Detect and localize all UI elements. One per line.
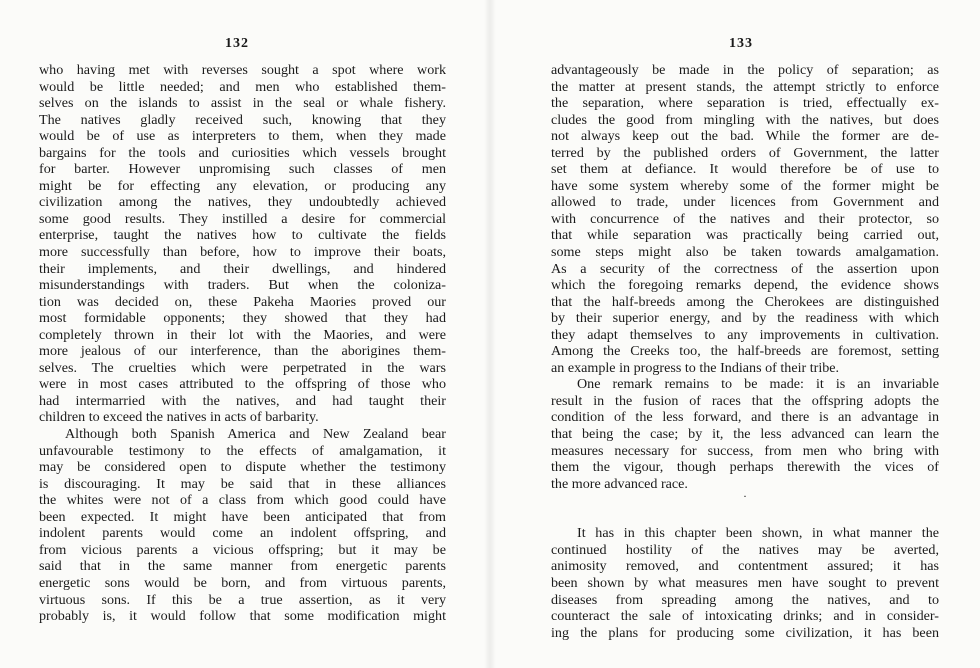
text-line: an example in progress to the Indians of their tribe. (551, 359, 840, 376)
text-line: the matter at present stands, the attempt strictly to enforce (551, 78, 939, 95)
text-line: set them at defiance. It would therefore be of use to (551, 161, 939, 178)
text-line: selves on the islands to assist in the seal or whale fishery. (39, 95, 446, 112)
text-line: energetic sons would be born, and from virtuous parents, (39, 574, 446, 591)
text-line: It has in this chapter been shown, in what manner the (577, 525, 939, 542)
text-line: terred by the published orders of Government, the latter (551, 144, 939, 161)
text-line: have some system whereby some of the former might be (551, 177, 939, 194)
text-line: cludes the good from mingling with the natives, but does (551, 111, 939, 128)
text-line: said that in the same manner from energetic parents (39, 558, 446, 575)
text-line: the whites were not of a class from which good could have (39, 492, 446, 509)
section-dot: · (743, 489, 747, 504)
text-line: with concurrence of the natives and their protector, so (551, 210, 939, 227)
text-line: been expected. It might have been anticipated that from (39, 508, 446, 525)
right-page (490, 0, 980, 668)
text-line: result in the fusion of races that the offspring adopts the (551, 392, 939, 409)
text-line: would be little needed; and men who established them- (39, 78, 446, 95)
text-line: As a security of the correctness of the assertion upon (551, 260, 939, 277)
text-line: counteract the sale of intoxicating drinks; and in consider- (551, 608, 939, 625)
text-line: bargains for the tools and curiosities which vessels brought (39, 144, 446, 161)
text-line: more jealous of our interference, than the aborigines them- (39, 343, 446, 360)
text-line: measures necessary for success, from men who bring with (551, 442, 939, 459)
text-line: for barter. However unpromising such classes of men (39, 161, 446, 178)
text-line: might be for effecting any elevation, or producing any (39, 177, 446, 194)
text-line: not always keep out the bad. While the former are de- (551, 128, 939, 145)
text-line: the more advanced race. (551, 475, 688, 492)
text-line: probably is, it would follow that some modification might (39, 608, 446, 625)
text-line: that being the case; by it, the less advanced can learn the (551, 426, 939, 443)
text-column (551, 62, 939, 641)
text-line: by their superior energy, and by the readiness with which (551, 310, 939, 327)
text-column (39, 62, 446, 625)
text-line: civilization among the natives, they undoubtedly achieved (39, 194, 446, 211)
page-number: 132 (225, 36, 249, 51)
text-line: most formidable opponents; they showed that they had (39, 310, 446, 327)
text-line: more successfully than before, how to improve their boats, (39, 244, 446, 261)
text-line: animosity removed, and contentment assured; it has (551, 558, 939, 575)
section-break (551, 509, 939, 526)
text-line: were in most cases attributed to the offspring of those who (39, 376, 446, 393)
text-line: advantageously be made in the policy of separation; as (551, 62, 939, 78)
text-line: condition of the less forward, and there is an advantage in (551, 409, 939, 426)
text-line: they adapt themselves to any improvements in cultivation. (551, 326, 939, 343)
text-line: tion was decided on, these Pakeha Maories proved our (39, 293, 446, 310)
text-line: some good results. They instilled a desire for commercial (39, 210, 446, 227)
text-line: some steps might also be taken towards amalgamation. (551, 244, 939, 261)
text-line: from vicious parents a vicious offspring; but it may be (39, 541, 446, 558)
text-line: the separation, where separation is tried, effectually ex- (551, 95, 939, 112)
text-line: enterprise, taught the natives how to cultivate the fields (39, 227, 446, 244)
text-line: completely thrown in their lot with the Maories, and were (39, 326, 446, 343)
text-line: would be of use as interpreters to them, when they made (39, 128, 446, 145)
text-line: misunderstandings with traders. But when the coloniza- (39, 277, 446, 294)
text-line: may be considered open to dispute whether the testimony (39, 459, 446, 476)
text-line: Although both Spanish America and New Zealand bear (65, 426, 446, 443)
text-line: allowed to trade, under licences from Government and (551, 194, 939, 211)
text-line: that the half-breeds among the Cherokees are distinguished (551, 293, 939, 310)
text-line: them the vigour, though perhaps therewith the vices of (551, 459, 939, 476)
text-line: indolent parents would come an indolent offspring, and (39, 525, 446, 542)
text-line: ing the plans for producing some civilization, it has been (551, 624, 939, 641)
text-line: been shown by what measures men have sought to prevent (551, 574, 939, 591)
text-line: who having met with reverses sought a spot where work (39, 62, 446, 78)
text-line: which the foregoing remarks depend, the evidence shows (551, 277, 939, 294)
page-number: 133 (729, 36, 753, 51)
text-line: that while separation was practically being carried out, (551, 227, 939, 244)
text-line: their implements, and their dwellings, and hindered (39, 260, 446, 277)
text-line: unfavourable testimony to the effects of amalgamation, it (39, 442, 446, 459)
text-line: The natives gladly received such, knowing that they (39, 111, 446, 128)
text-line: virtuous sons. If this be a true assertion, as it very (39, 591, 446, 608)
text-line: children to exceed the natives in acts of barbarity. (39, 409, 319, 426)
text-line: diseases from spreading among the natives, and to (551, 591, 939, 608)
text-line: selves. The cruelties which were perpetrated in the wars (39, 359, 446, 376)
text-line: Among the Creeks too, the half-breeds are foremost, setting (551, 343, 939, 360)
text-line: One remark remains to be made: it is an invariable (577, 376, 939, 393)
text-line: continued hostility of the natives may be averted, (551, 541, 939, 558)
text-line: had intermarried with the natives, and had taught their (39, 392, 446, 409)
text-line: is discouraging. It may be said that in these alliances (39, 475, 446, 492)
